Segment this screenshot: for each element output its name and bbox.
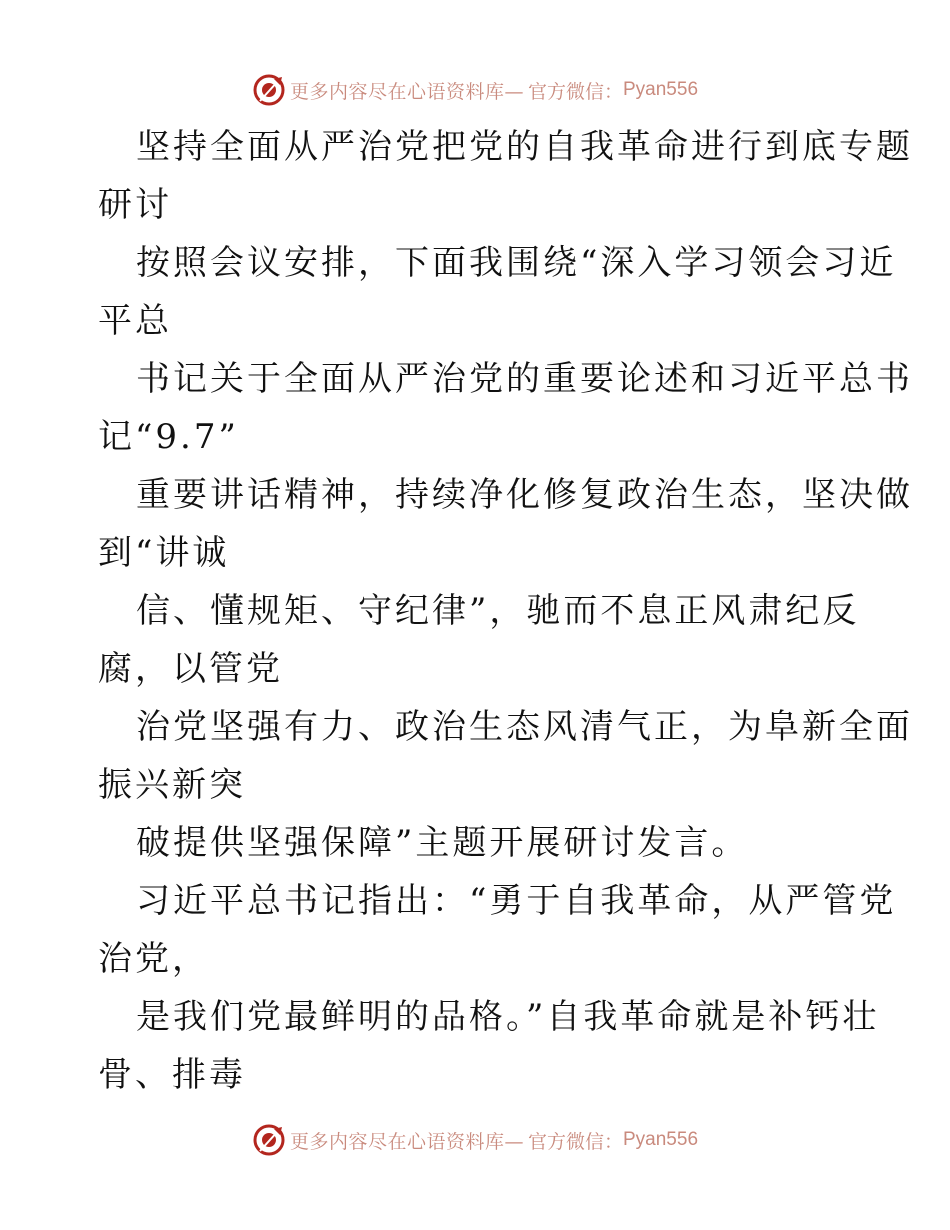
header-watermark (0, 70, 950, 110)
text-line: 研讨 (98, 185, 172, 225)
watermark-wechat-handle: Pyan556 (623, 1129, 699, 1150)
text-line: 治党， (98, 939, 209, 979)
text-line: 骨、排毒 (98, 1055, 246, 1095)
text-line: 按照会议安排，下面我围绕“深入学习领会习近 (136, 243, 897, 283)
watermark-site-text: 更多内容尽在心语资料库— (289, 1130, 524, 1153)
text-line: 是我们党最鲜明的品格。”自我革命就是补钙壮 (136, 997, 880, 1037)
text-line: 治党坚强有力、政治生态风清气正，为阜新全面 (136, 707, 913, 747)
document-body (98, 118, 913, 1104)
text-line: 习近平总书记指出：“勇于自我革命，从严管党 (136, 881, 897, 921)
text-line: 腐，以管党 (98, 649, 283, 689)
watermark-wechat-label: 官方微信： (527, 1130, 623, 1153)
text-line: 到“讲诚 (98, 533, 230, 573)
watermark-wechat-label: 官方微信： (527, 80, 623, 103)
watermark-wechat-handle: Pyan556 (623, 79, 699, 100)
text-line: 振兴新突 (98, 765, 246, 805)
quill-logo-icon (252, 73, 286, 107)
text-line: 信、懂规矩、守纪律”，驰而不息正风肃纪反 (136, 591, 860, 631)
text-line: 记“9.7” (98, 417, 239, 457)
text-line: 重要讲话精神，持续净化修复政治生态，坚决做 (136, 475, 913, 515)
text-line: 坚持全面从严治党把党的自我革命进行到底专题 (136, 127, 913, 167)
text-line: 破提供坚强保障”主题开展研讨发言。 (136, 823, 749, 863)
footer-watermark (0, 1120, 950, 1160)
text-line: 平总 (98, 301, 172, 341)
watermark-site-text: 更多内容尽在心语资料库— (289, 80, 524, 103)
text-line: 书记关于全面从严治党的重要论述和习近平总书 (136, 359, 913, 399)
quill-logo-icon (252, 1123, 286, 1157)
